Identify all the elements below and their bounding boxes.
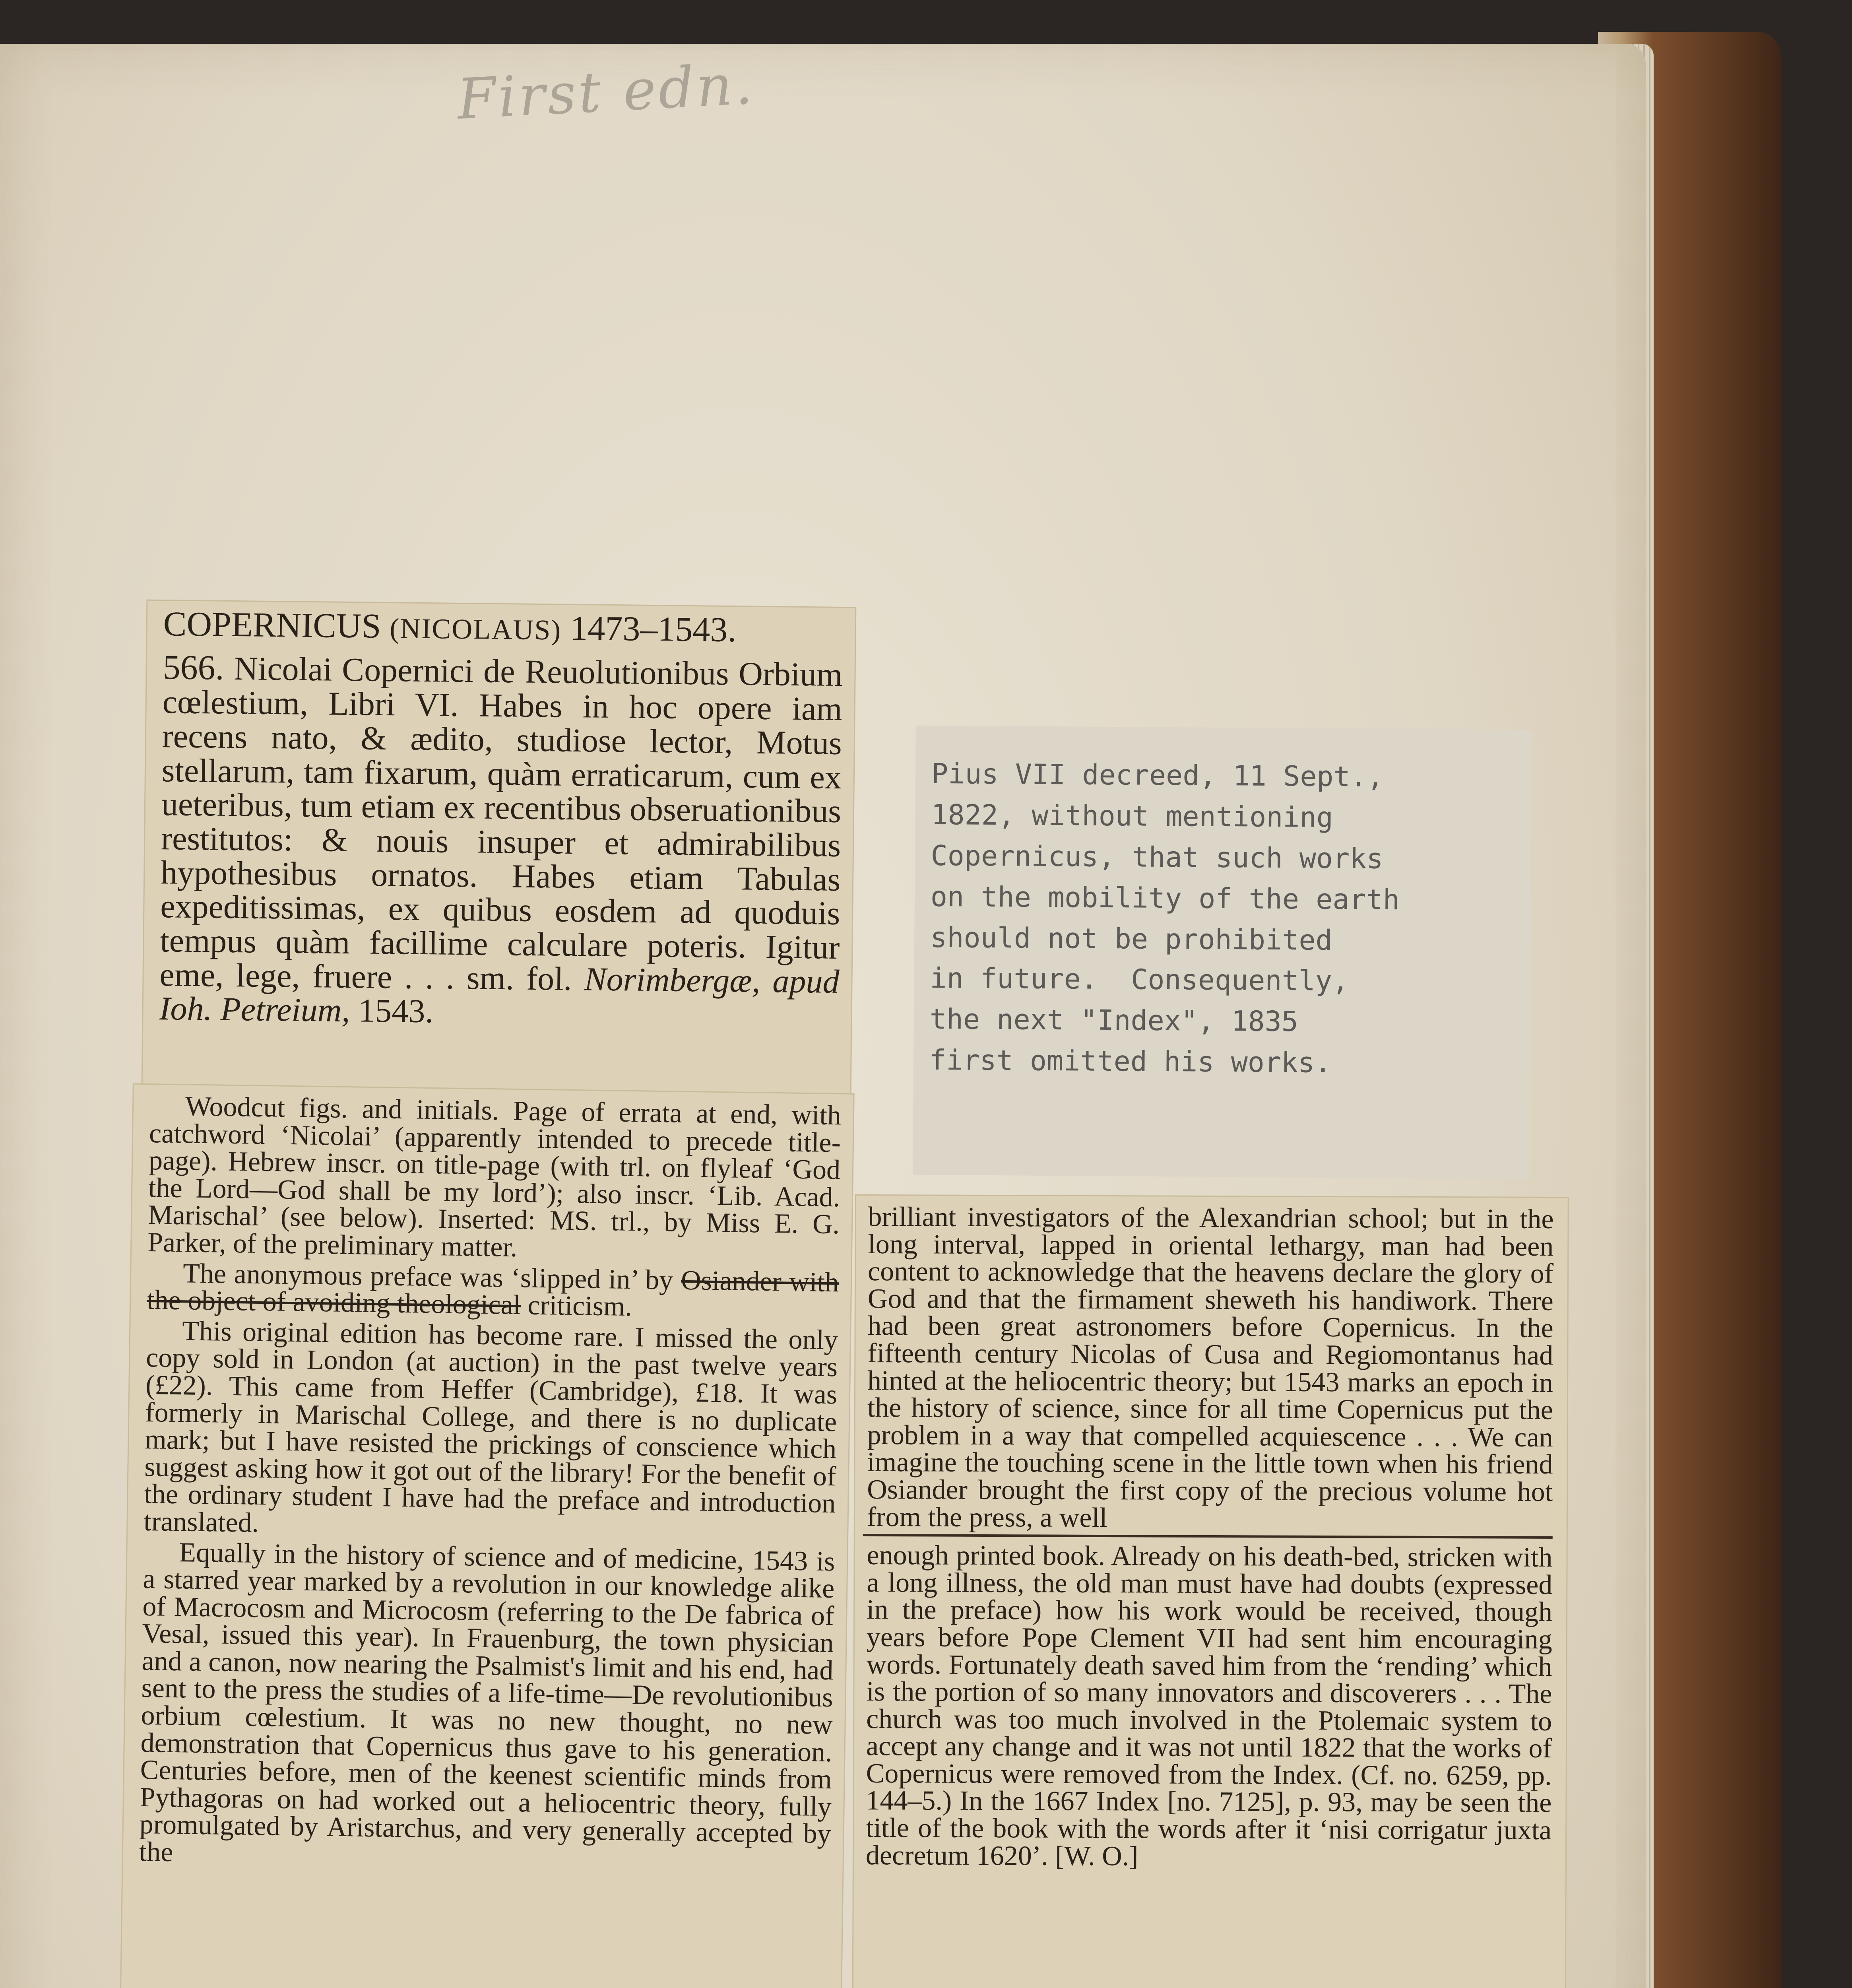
entry-heading — [163, 605, 843, 651]
history-paragraph: Equally in the history of science and of medicine, 1543 is a starred year marked by a revolution in our knowledge alike of Macrocosm and Microcosm (referring to the De fabrica of Vesal, issued this year). In Frauenburg, the town physician and a canon, now nearing the Psalmist's limit and his end, had sent to the press the studies of a life-time—De revolutionibus orbium cœlestium. It was no new thought, no new demonstration that Copernicus thus gave to his generation. Centuries before, men of the keenest scientific minds from Pythagoras on had worked out a heliocentric theory, fully promulgated by Aristarchus, and very generally accepted by the — [139, 1537, 835, 1868]
pencil-annotation: First edn. — [456, 52, 756, 132]
preface-paragraph — [147, 1260, 839, 1324]
heading-sub: (NICOLAUS) — [390, 612, 562, 646]
continuation-text: enough printed book. Already on his death-bed, stricken with a long illness, the old man must have had doubts (expressed in the preface) how his work would be received, though years before Pope Clement VII had sent him encouraging words. Fortunately death saved him from the ‘rending’ which is the portion of so many innovators and discoverers . . . The church was too much involved in the Ptolemaic system to accept any change and it was not until 1822 that the works of Copernicus were removed from the Index. (Cf. no. 6259, pp. 144–5.) In the 1667 Index [no. 7125], p. 93, may be seen the title of the book with the words after it ‘nisi corrigatur juxta decretum 1620’. — [865, 1540, 1553, 1872]
divider-rule — [863, 1534, 1553, 1539]
lot-number: 566. — [163, 648, 225, 687]
imprint: Norimbergæ, apud Ioh. Petreium, — [159, 960, 840, 1029]
heading-dates: 1473–1543. — [570, 609, 737, 650]
preface-start: The anonymous preface was ‘slipped in’ by — [182, 1258, 673, 1296]
imprint-year: 1543. — [358, 992, 434, 1030]
continuation-paragraph-bottom — [866, 1542, 1553, 1872]
title-text: Nicolai Copernici de Reuolutionibus Orbium cœlestium, Libri VI. Habes in hoc opere iam recens nato, & ædito, studiose lector, Motus stellarum, tam fixarum, quàm erraticarum, cum ex ueteribus, tum etiam ex recentibus obseruationibus restitutos: & nouis insuper et admirabilibus hypothesibus ornatos. Habes etiam Tabulas expeditissimas, ex quibus eosdem ad quoduis tempus quàm facillime calculare poteris. Igitur eme, lege, fruere . . . sm. fol. — [159, 650, 843, 998]
description-paragraph: Woodcut figs. and initials. Page of errata at end, with catchword ‘Nicolai’ (apparently intended to precede title-page). Hebrew inscr. on title-page (with trl. on flyleaf ‘God the Lord—God shall be my lord’); also inscr. ‘Lib. Acad. Marischal’ (see below). Inserted: MS. trl., by Miss E. G. Parker, of the preliminary matter. — [147, 1091, 842, 1263]
notes-clipping — [120, 1084, 853, 1988]
typed-note: Pius VII decreed, 11 Sept., 1822, without mentioning Copernicus, that such works on the mobility of the earth should not be prohibited in future. Consequently, the next "Index", 1835 first omitted his works. — [929, 757, 1400, 1079]
signature: [W. O.] — [1055, 1840, 1138, 1872]
catalogue-entry-clipping — [143, 601, 855, 1093]
continuation-paragraph-top: brilliant investigators of the Alexandrian school; but in the long interval, lapped in oriental lethargy, man had been content to acknowledge that the heavens declare the glory of God and that the firmament sheweth his handiwork. There had been great astronomers before Copernicus. In the fifteenth century Nicolas of Cusa and Regiomontanus had hinted at the heliocentric theory; but 1543 marks an epoch in the history of science, since for all time Copernicus put the problem in a way that compelled acquiescence . . . We can imagine the touching scene in the little town when his friend Osiander brought the first copy of the precious volume hot from the press, a well — [867, 1201, 1554, 1533]
preface-end: criticism. — [527, 1290, 632, 1322]
entry-title — [159, 650, 843, 1033]
provenance-paragraph: This original edition has become rare. I missed the only copy sold in London (at auction) in the past twelve years (£22). This came from Heffer (Cambridge), £18. It was formerly in Marischal College, and there is no duplicate mark; but I have resisted the prickings of conscience which suggest asking how it got out of the library! For the benefit of the ordinary student I have had the preface and introduction translated. — [143, 1315, 838, 1538]
struck-text: Osiander with the object of avoiding theological — [146, 1265, 839, 1321]
heading-name: COPERNICUS — [163, 605, 381, 646]
continuation-clipping — [853, 1196, 1567, 1988]
typed-note-clipping — [913, 726, 1532, 1179]
